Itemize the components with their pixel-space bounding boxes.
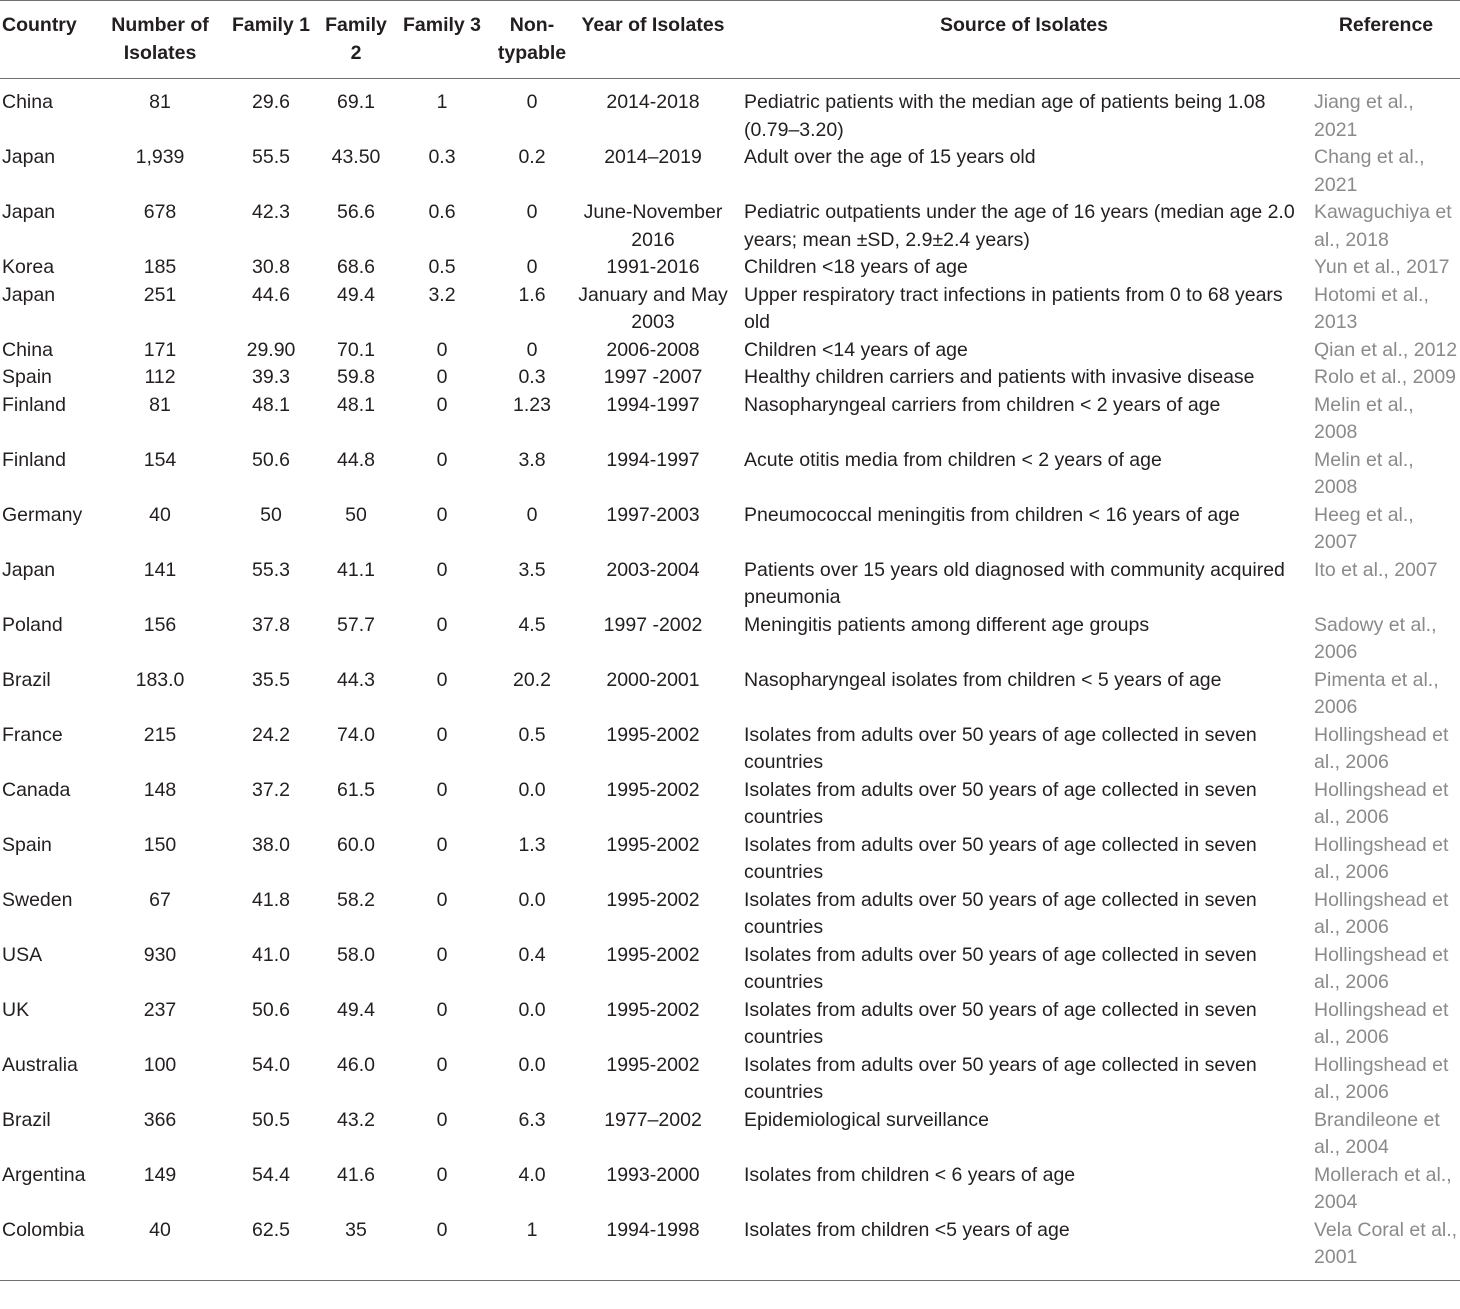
- cell-reference: Brandileone et al., 2004: [1314, 1108, 1440, 1158]
- cell-non-typable: 20.2: [513, 668, 551, 691]
- cell-country: France: [2, 723, 63, 746]
- cell-family-3: 0: [436, 393, 448, 416]
- cell-number-of-isolates: 81: [149, 91, 171, 113]
- cell-year-of-isolates: 1995-2002: [606, 778, 700, 801]
- cell-number-of-isolates: 100: [143, 1053, 177, 1076]
- cell-family-2: 69.1: [337, 91, 375, 113]
- cell-country: China: [2, 338, 53, 361]
- cell-reference: Hollingshead et al., 2006: [1314, 778, 1449, 828]
- cell-family-3: 0: [436, 888, 448, 911]
- cell-year-of-isolates: June-November 2016: [583, 201, 723, 251]
- cell-country: Korea: [2, 256, 55, 278]
- cell-number-of-isolates: 154: [143, 448, 177, 471]
- header-source-of-isolates: Source of Isolates: [736, 1, 1312, 79]
- table-row: [0, 1217, 1460, 1281]
- cell-non-typable: 0.0: [518, 778, 546, 801]
- cell-source-of-isolates: Healthy children carriers and patients with invasive disease: [744, 366, 1255, 388]
- cell-reference: Vela Coral et al., 2001: [1312, 1217, 1460, 1281]
- cell-family-1: 29.6: [252, 91, 290, 113]
- cell-year-of-isolates: 1994-1997: [606, 393, 700, 416]
- cell-year-of-isolates: 2003-2004: [606, 558, 700, 581]
- cell-family-2: 49.4: [337, 283, 375, 306]
- cell-number-of-isolates: 67: [149, 888, 171, 911]
- cell-family-3: 0: [436, 723, 448, 746]
- cell-year-of-isolates: 2000-2001: [606, 668, 700, 691]
- header-family-1: Family 1: [220, 1, 322, 79]
- cell-year-of-isolates: 1993-2000: [606, 1163, 700, 1186]
- cell-year-of-isolates: 2014–2019: [604, 146, 702, 168]
- cell-reference: Hotomi et al., 2013: [1314, 283, 1429, 333]
- cell-year-of-isolates: 1995-2002: [606, 1053, 700, 1076]
- cell-family-1: 50.6: [252, 448, 290, 471]
- cell-country: Japan: [2, 558, 56, 581]
- header-year-of-isolates: Year of Isolates: [570, 1, 736, 79]
- cell-source-of-isolates: Isolates from adults over 50 years of age collected in seven countries: [744, 1053, 1257, 1103]
- cell-family-2: 60.0: [337, 833, 375, 856]
- cell-number-of-isolates: 1,939: [135, 146, 185, 168]
- cell-country: Spain: [2, 833, 52, 856]
- cell-family-1: 50.5: [252, 1108, 290, 1131]
- cell-family-1: 37.8: [252, 613, 290, 636]
- cell-family-3: 0: [436, 448, 448, 471]
- cell-source-of-isolates: Isolates from adults over 50 years of age collected in seven countries: [744, 723, 1257, 773]
- cell-number-of-isolates: 171: [143, 338, 177, 361]
- cell-reference: Kawaguchiya et al., 2018: [1314, 201, 1452, 251]
- cell-source-of-isolates: Nasopharyngeal isolates from children < 5 years of age: [744, 668, 1222, 691]
- cell-reference: Hollingshead et al., 2006: [1314, 943, 1449, 993]
- table-row: [0, 144, 1460, 199]
- cell-source-of-isolates: Children <18 years of age: [744, 256, 968, 278]
- cell-non-typable: 0: [526, 91, 538, 113]
- cell-non-typable: 0.0: [518, 888, 546, 911]
- cell-source-of-isolates: Epidemiological surveillance: [744, 1108, 989, 1131]
- cell-family-1: 42.3: [252, 201, 290, 223]
- cell-family-1: 24.2: [252, 723, 290, 746]
- cell-non-typable: 0.0: [518, 998, 546, 1021]
- cell-non-typable: 1.6: [518, 283, 546, 306]
- cell-year-of-isolates: 2014-2018: [606, 91, 700, 113]
- cell-country: Poland: [2, 613, 63, 636]
- cell-non-typable: 3.8: [518, 448, 546, 471]
- cell-year-of-isolates: 1997-2003: [606, 503, 700, 526]
- cell-country: Finland: [2, 448, 66, 471]
- cell-year-of-isolates: 1991-2016: [606, 256, 700, 278]
- cell-family-1: 41.8: [252, 888, 290, 911]
- table-row: [0, 612, 1460, 667]
- cell-year-of-isolates: 1977–2002: [604, 1108, 702, 1131]
- cell-year-of-isolates: 1995-2002: [606, 943, 700, 966]
- cell-number-of-isolates: 112: [144, 366, 176, 388]
- cell-country: Brazil: [2, 668, 51, 691]
- cell-source-of-isolates: Isolates from children <5 years of age: [736, 1217, 1312, 1281]
- cell-number-of-isolates: 156: [143, 613, 177, 636]
- table-row: [0, 337, 1460, 365]
- cell-number-of-isolates: 150: [143, 833, 177, 856]
- cell-country: Sweden: [2, 888, 73, 911]
- cell-family-2: 58.0: [337, 943, 375, 966]
- cell-family-3: 0.3: [428, 146, 456, 168]
- cell-source-of-isolates: Upper respiratory tract infections in patients from 0 to 68 years old: [744, 283, 1283, 333]
- table-row: [0, 447, 1460, 502]
- cell-non-typable: 4.5: [518, 613, 546, 636]
- cell-family-3: 0: [436, 1163, 448, 1186]
- header-number-of-isolates: Number of Isolates: [100, 1, 220, 79]
- cell-family-1: 29.90: [246, 338, 296, 361]
- cell-country: Japan: [2, 283, 56, 306]
- table-row: [0, 942, 1460, 997]
- cell-number-of-isolates: 251: [143, 283, 177, 306]
- cell-non-typable: 0.5: [518, 723, 546, 746]
- cell-reference: Sadowy et al., 2006: [1314, 613, 1437, 663]
- cell-family-1: 50: [260, 503, 282, 526]
- cell-family-2: 41.1: [337, 558, 375, 581]
- cell-family-2: 44.3: [337, 668, 375, 691]
- cell-reference: Rolo et al., 2009: [1314, 366, 1457, 388]
- cell-number-of-isolates: 185: [143, 256, 177, 278]
- cell-family-2: 44.8: [337, 448, 375, 471]
- cell-number-of-isolates: 183.0: [135, 668, 185, 691]
- cell-number-of-isolates: 366: [143, 1108, 177, 1131]
- cell-family-2: 48.1: [337, 393, 375, 416]
- cell-country: Spain: [2, 366, 52, 388]
- cell-year-of-isolates: January and May 2003: [578, 283, 728, 333]
- cell-source-of-isolates: Nasopharyngeal carriers from children < 2 years of age: [744, 393, 1221, 416]
- cell-reference: Ito et al., 2007: [1314, 558, 1438, 581]
- cell-reference: Yun et al., 2017: [1314, 256, 1450, 278]
- cell-family-3: 0: [436, 833, 448, 856]
- cell-family-3: 3.2: [428, 283, 456, 306]
- cell-family-1: 35.5: [252, 668, 290, 691]
- cell-non-typable: 3.5: [518, 558, 546, 581]
- cell-number-of-isolates: 930: [143, 943, 177, 966]
- cell-source-of-isolates: Isolates from adults over 50 years of age collected in seven countries: [744, 943, 1257, 993]
- cell-non-typable: 0: [526, 201, 538, 223]
- cell-source-of-isolates: Patients over 15 years old diagnosed with community acquired pneumonia: [744, 558, 1285, 608]
- table-row: [0, 502, 1460, 557]
- table-row: [0, 1162, 1460, 1217]
- cell-source-of-isolates: Isolates from adults over 50 years of age collected in seven countries: [744, 888, 1257, 938]
- cell-source-of-isolates: Meningitis patients among different age groups: [744, 613, 1150, 636]
- cell-source-of-isolates: Isolates from adults over 50 years of age collected in seven countries: [744, 998, 1257, 1048]
- cell-number-of-isolates: 40: [100, 1217, 220, 1281]
- table-row: [0, 199, 1460, 254]
- cell-reference: Heeg et al., 2007: [1314, 503, 1414, 553]
- cell-year-of-isolates: 1995-2002: [606, 833, 700, 856]
- cell-family-3: 0: [436, 998, 448, 1021]
- cell-family-3: 0.5: [428, 256, 456, 278]
- cell-year-of-isolates: 1995-2002: [606, 888, 700, 911]
- table-row: [0, 777, 1460, 832]
- cell-reference: Hollingshead et al., 2006: [1314, 888, 1449, 938]
- table-row: [0, 364, 1460, 392]
- cell-family-3: 0: [390, 1217, 494, 1281]
- cell-country: Germany: [2, 503, 83, 526]
- table-body: [0, 79, 1460, 1281]
- cell-country: Canada: [2, 778, 71, 801]
- cell-non-typable: 1.23: [513, 393, 551, 416]
- cell-year-of-isolates: 1994-1998: [570, 1217, 736, 1281]
- cell-country: Colombia: [0, 1217, 100, 1281]
- cell-country: Brazil: [2, 1108, 51, 1131]
- cell-family-1: 30.8: [252, 256, 290, 278]
- cell-non-typable: 0.0: [518, 1053, 546, 1076]
- table-row: [0, 79, 1460, 145]
- cell-family-2: 43.50: [331, 146, 381, 168]
- cell-non-typable: 0: [526, 338, 538, 361]
- cell-family-1: 38.0: [252, 833, 290, 856]
- header-country: Country: [0, 1, 100, 79]
- cell-source-of-isolates: Pediatric outpatients under the age of 16 years (median age 2.0 years; mean ±SD, 2.9±2.4 years): [744, 201, 1295, 251]
- cell-source-of-isolates: Pediatric patients with the median age of patients being 1.08 (0.79–3.20): [744, 91, 1266, 141]
- header-family-3: Family 3: [390, 1, 494, 79]
- cell-non-typable: 0.3: [518, 366, 546, 388]
- cell-number-of-isolates: 81: [149, 393, 171, 416]
- cell-family-3: 1: [436, 91, 448, 113]
- table-row: [0, 1052, 1460, 1107]
- table-row: [0, 722, 1460, 777]
- cell-non-typable: 6.3: [518, 1108, 546, 1131]
- cell-family-2: 70.1: [337, 338, 375, 361]
- cell-family-2: 35: [322, 1217, 390, 1281]
- header-non-typable: Non-typable: [494, 1, 570, 79]
- cell-year-of-isolates: 1997 -2002: [603, 613, 703, 636]
- cell-family-2: 50: [345, 503, 367, 526]
- cell-source-of-isolates: Isolates from adults over 50 years of age collected in seven countries: [744, 778, 1257, 828]
- cell-family-3: 0: [436, 503, 448, 526]
- table-row: [0, 557, 1460, 612]
- cell-country: Japan: [2, 146, 56, 168]
- cell-number-of-isolates: 141: [143, 558, 177, 581]
- cell-family-3: 0: [436, 668, 448, 691]
- cell-number-of-isolates: 148: [143, 778, 177, 801]
- header-reference: Reference: [1312, 1, 1460, 79]
- header-family-2: Family 2: [322, 1, 390, 79]
- cell-non-typable: 0.2: [518, 146, 546, 168]
- cell-source-of-isolates: Acute otitis media from children < 2 years of age: [744, 448, 1162, 471]
- cell-reference: Hollingshead et al., 2006: [1314, 833, 1449, 883]
- cell-source-of-isolates: Children <14 years of age: [744, 338, 968, 361]
- cell-source-of-isolates: Isolates from adults over 50 years of age collected in seven countries: [744, 833, 1257, 883]
- cell-family-1: 50.6: [252, 998, 290, 1021]
- cell-country: USA: [2, 943, 43, 966]
- cell-family-1: 37.2: [252, 778, 290, 801]
- cell-family-2: 59.8: [337, 366, 375, 388]
- cell-country: China: [2, 91, 53, 113]
- cell-family-3: 0: [436, 1108, 448, 1131]
- cell-family-2: 41.6: [337, 1163, 375, 1186]
- cell-source-of-isolates: Pneumococcal meningitis from children < 16 years of age: [744, 503, 1240, 526]
- cell-family-3: 0.6: [428, 201, 456, 223]
- cell-country: Japan: [2, 201, 56, 223]
- cell-year-of-isolates: 2006-2008: [606, 338, 700, 361]
- cell-family-3: 0: [436, 778, 448, 801]
- cell-family-3: 0: [436, 366, 448, 388]
- cell-country: UK: [2, 998, 30, 1021]
- cell-reference: Hollingshead et al., 2006: [1314, 998, 1449, 1048]
- cell-reference: Melin et al., 2008: [1314, 448, 1414, 498]
- cell-family-1: 41.0: [252, 943, 290, 966]
- cell-reference: Mollerach et al., 2004: [1314, 1163, 1452, 1213]
- cell-family-1: 39.3: [252, 366, 290, 388]
- table-row: [0, 832, 1460, 887]
- cell-number-of-isolates: 237: [143, 998, 177, 1021]
- cell-reference: Pimenta et al., 2006: [1314, 668, 1439, 718]
- cell-family-3: 0: [436, 613, 448, 636]
- cell-non-typable: 0.4: [518, 943, 546, 966]
- cell-family-2: 57.7: [337, 613, 375, 636]
- cell-family-2: 58.2: [337, 888, 375, 911]
- cell-family-2: 46.0: [337, 1053, 375, 1076]
- cell-family-1: 54.4: [252, 1163, 290, 1186]
- table-row: [0, 667, 1460, 722]
- cell-reference: Chang et al., 2021: [1314, 146, 1425, 196]
- cell-family-2: 61.5: [337, 778, 375, 801]
- table-row: [0, 1107, 1460, 1162]
- cell-country: Australia: [2, 1053, 78, 1076]
- cell-non-typable: 0: [526, 256, 538, 278]
- cell-family-1: 62.5: [220, 1217, 322, 1281]
- cell-family-3: 0: [436, 943, 448, 966]
- table-row: [0, 887, 1460, 942]
- cell-family-3: 0: [436, 558, 448, 581]
- cell-number-of-isolates: 215: [143, 723, 177, 746]
- cell-number-of-isolates: 678: [143, 201, 177, 223]
- cell-reference: Melin et al., 2008: [1314, 393, 1414, 443]
- table-row: [0, 282, 1460, 337]
- cell-family-3: 0: [436, 1053, 448, 1076]
- cell-year-of-isolates: 1995-2002: [606, 723, 700, 746]
- cell-family-3: 0: [436, 338, 448, 361]
- cell-non-typable: 0: [526, 503, 538, 526]
- cell-year-of-isolates: 1997 -2007: [603, 366, 703, 388]
- header-row: [0, 1, 1460, 79]
- cell-family-2: 49.4: [337, 998, 375, 1021]
- table-row: [0, 997, 1460, 1052]
- cell-reference: Qian et al., 2012: [1314, 338, 1458, 361]
- cell-reference: Hollingshead et al., 2006: [1314, 723, 1449, 773]
- cell-family-2: 43.2: [337, 1108, 375, 1131]
- cell-year-of-isolates: 1995-2002: [606, 998, 700, 1021]
- cell-reference: Hollingshead et al., 2006: [1314, 1053, 1449, 1103]
- cell-number-of-isolates: 40: [149, 503, 171, 526]
- cell-number-of-isolates: 149: [143, 1163, 177, 1186]
- cell-family-1: 54.0: [252, 1053, 290, 1076]
- cell-source-of-isolates: Adult over the age of 15 years old: [744, 146, 1036, 168]
- cell-family-1: 44.6: [252, 283, 290, 306]
- cell-country: Argentina: [2, 1163, 86, 1186]
- cell-family-1: 55.3: [252, 558, 290, 581]
- cell-reference: Jiang et al., 2021: [1314, 91, 1414, 141]
- cell-family-2: 56.6: [337, 201, 375, 223]
- cell-family-1: 55.5: [252, 146, 290, 168]
- cell-non-typable: 1.3: [518, 833, 546, 856]
- cell-family-1: 48.1: [252, 393, 290, 416]
- cell-family-2: 68.6: [337, 256, 375, 278]
- cell-country: Finland: [2, 393, 66, 416]
- cell-family-2: 74.0: [337, 723, 375, 746]
- table-row: [0, 392, 1460, 447]
- cell-year-of-isolates: 1994-1997: [606, 448, 700, 471]
- cell-non-typable: 4.0: [518, 1163, 546, 1186]
- table-row: [0, 254, 1460, 282]
- cell-non-typable: 1: [494, 1217, 570, 1281]
- cell-source-of-isolates: Isolates from children < 6 years of age: [744, 1163, 1076, 1186]
